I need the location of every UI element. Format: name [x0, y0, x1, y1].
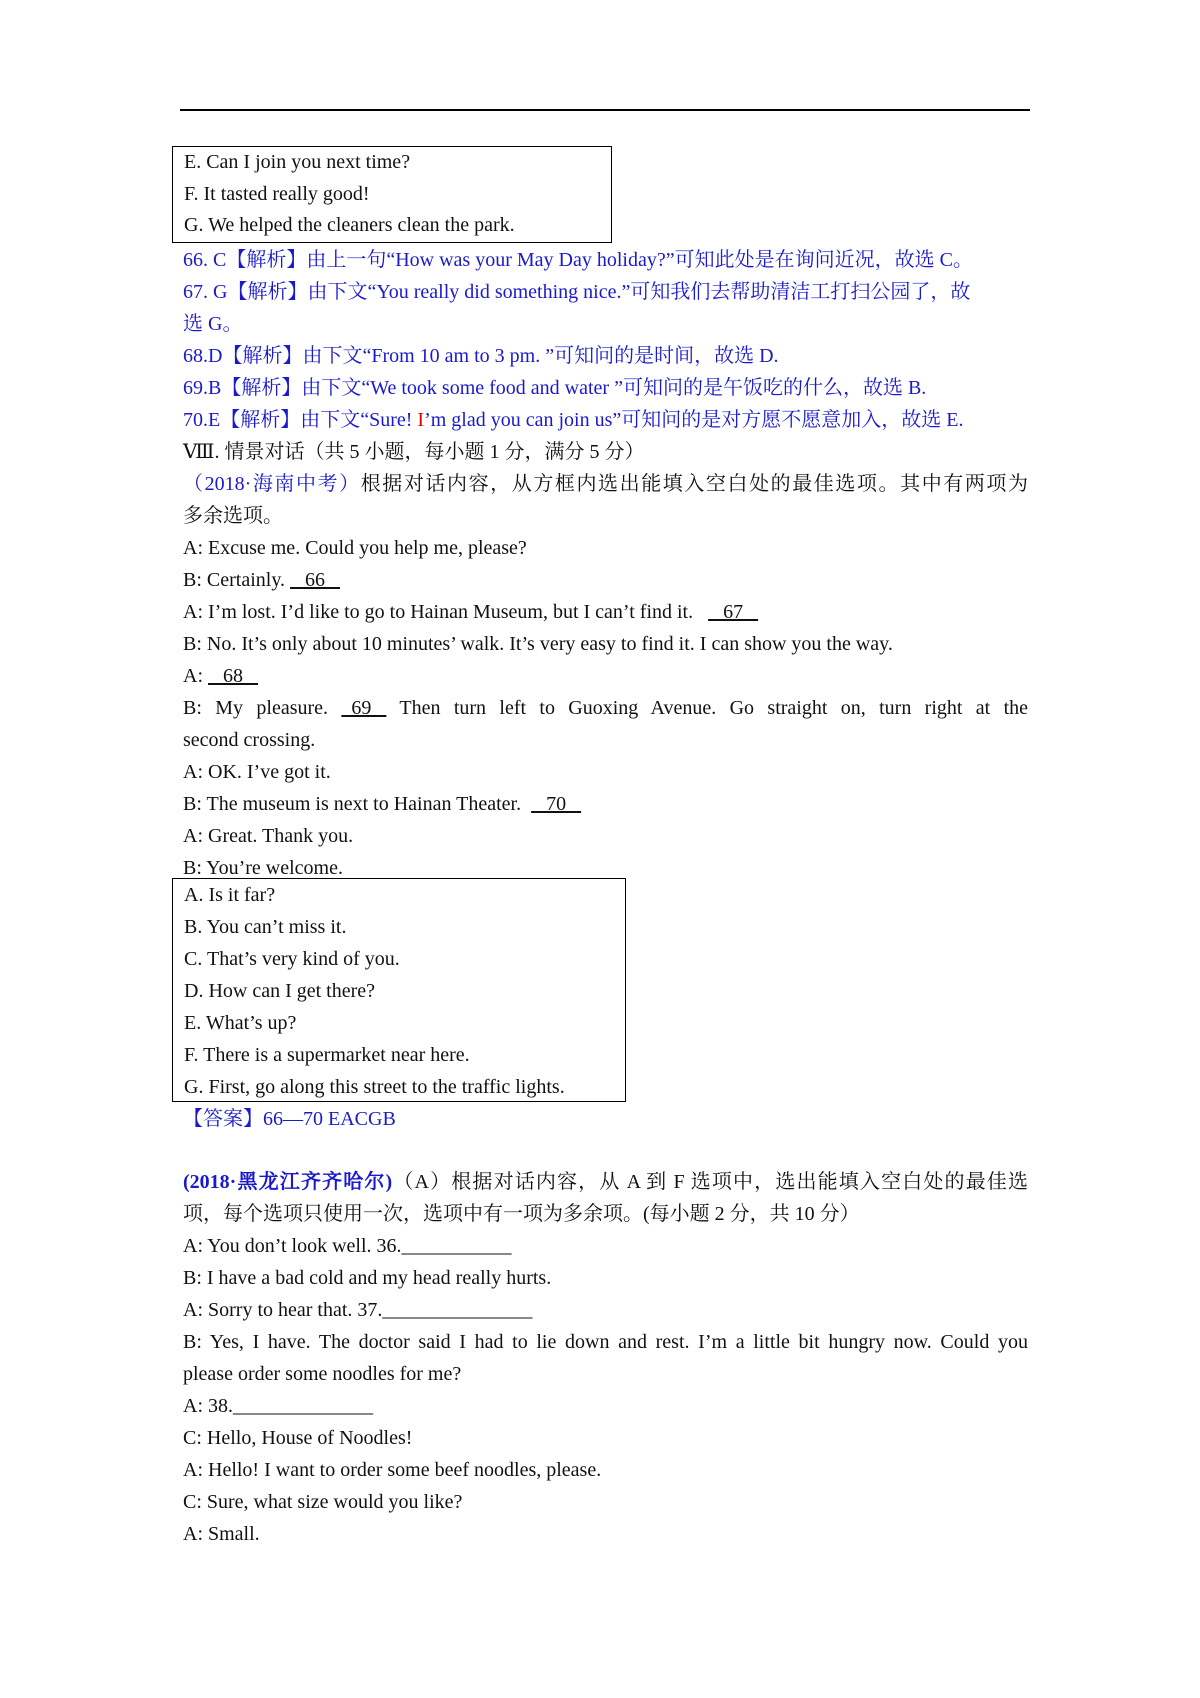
dialogue-line: A: OK. I’ve got it.: [183, 761, 331, 783]
analysis-68: 68.D【解析】由下文“From 10 am to 3 pm. ”可知问的是时间，故选 D.: [183, 345, 779, 367]
dialogue-line: [183, 596, 1028, 628]
blank-68: 68: [208, 665, 258, 687]
dialogue-line: A: Excuse me. Could you help me, please?: [183, 537, 527, 559]
dialogue-line: second crossing.: [183, 729, 316, 751]
intro-line-2: 多余选项。: [183, 505, 283, 527]
option-d: D. How can I get there?: [184, 980, 376, 1002]
dialogue2-line: C: Sure, what size would you like?: [183, 1491, 463, 1513]
dialogue-text: Then turn left to Guoxing Avenue. Go straight on, turn right at the: [399, 697, 1029, 719]
section-title: Ⅷ. 情景对话（共 5 小题，每小题 1 分，满分 5 分）: [183, 441, 645, 463]
dialogue2-line: B: Yes, I have. The doctor said I had to lie down and rest. I’m a little bit hungry now. Could you: [183, 1331, 1028, 1353]
section2-source: (2018·黑龙江齐齐哈尔): [183, 1171, 393, 1193]
option-f: F. It tasted really good!: [184, 182, 370, 205]
dialogue-line: A: Great. Thank you.: [183, 825, 354, 847]
analysis-70: [183, 404, 1028, 436]
dialogue-line: B: No. It’s only about 10 minutes’ walk. It’s very easy to find it. I can show you the way.: [183, 633, 893, 655]
analysis-67: 67. G【解析】由下文“You really did something nice.”可知我们去帮助清洁工打扫公园了，故: [183, 281, 971, 303]
answer-line: 【答案】66—70 EACGB: [183, 1108, 396, 1130]
intro-text-1: 根据对话内容，从方框内选出能填入空白处的最佳选项。其中有两项为: [360, 473, 1028, 495]
dialogue-line: [183, 692, 1028, 724]
option-a: A. Is it far?: [184, 884, 276, 906]
option-g: G. First, go along this street to the traffic lights.: [184, 1076, 565, 1098]
analysis-67-cont: 选 G。: [183, 313, 243, 335]
dialogue2-line: A: You don’t look well. 36.___________: [183, 1235, 512, 1257]
option-g: G. We helped the cleaners clean the park.: [184, 214, 515, 236]
dialogue-text: B: The museum is next to Hainan Theater.: [183, 793, 522, 815]
dialogue2-line: B: I have a bad cold and my head really hurts.: [183, 1267, 552, 1289]
option-e: E. What’s up?: [184, 1012, 297, 1034]
blank-69: 69: [341, 697, 387, 719]
section-8: [183, 436, 1028, 884]
dialogue-line: [183, 788, 1028, 820]
dialogue-text: A:: [183, 665, 203, 687]
analysis-70-pre: 70.E【解析】由下文“Sure!: [183, 409, 418, 431]
dialogue2-line: A: Small.: [183, 1523, 260, 1545]
dialogue-line: [183, 660, 1028, 692]
dialogue2-line: please order some noodles for me?: [183, 1363, 462, 1385]
analysis-69: 69.B【解析】由下文“We took some food and water ”可知问的是午饭吃的什么，故选 B.: [183, 377, 927, 399]
section2-text-1: （A）根据对话内容，从 A 到 F 选项中，选出能填入空白处的最佳选: [392, 1171, 1028, 1193]
options-box-1: [172, 146, 612, 243]
intro-source: （2018·海南中考）: [183, 473, 361, 495]
analysis-70-red: I: [417, 409, 425, 431]
dialogue2-line: A: Hello! I want to order some beef noodles, please.: [183, 1459, 602, 1481]
analysis-66: 66. C【解析】由上一句“How was your May Day holiday?”可知此处是在询问近况，故选 C。: [183, 249, 973, 271]
section2-line-1: [183, 1166, 1028, 1198]
blank-67: 67: [708, 601, 759, 623]
option-c: C. That’s very kind of you.: [184, 948, 400, 970]
answer-block: [183, 1103, 1028, 1135]
intro-line-1: [183, 468, 1028, 500]
dialogue-text: B: My pleasure.: [183, 697, 329, 719]
option-b: B. You can’t miss it.: [184, 916, 347, 938]
section2-line-2: 项，每个选项只使用一次，选项中有一项为多余项。(每小题 2 分，共 10 分）: [183, 1203, 860, 1225]
dialogue2-line: C: Hello, House of Noodles!: [183, 1427, 413, 1449]
analysis-block: [183, 244, 1028, 436]
section-2: [183, 1166, 1028, 1550]
analysis-70-post: ’m glad you can join us”可知问的是对方愿不愿意加入，故选 E.: [424, 409, 964, 431]
dialogue-text: A: I’m lost. I’d like to go to Hainan Museum, but I can’t find it.: [183, 601, 694, 623]
dialogue2-line: A: 38.______________: [183, 1395, 373, 1417]
dialogue-line: [183, 564, 1028, 596]
dialogue-line: B: You’re welcome.: [183, 857, 343, 879]
option-e: E. Can I join you next time?: [184, 151, 411, 173]
header-rule: [180, 109, 1030, 111]
option-f: F. There is a supermarket near here.: [184, 1044, 470, 1066]
dialogue2-line: A: Sorry to hear that. 37._______________: [183, 1299, 533, 1321]
dialogue-text: B: Certainly.: [183, 569, 286, 591]
blank-66: 66: [290, 569, 341, 591]
options-box-2: [172, 878, 626, 1102]
blank-70: 70: [531, 793, 582, 815]
